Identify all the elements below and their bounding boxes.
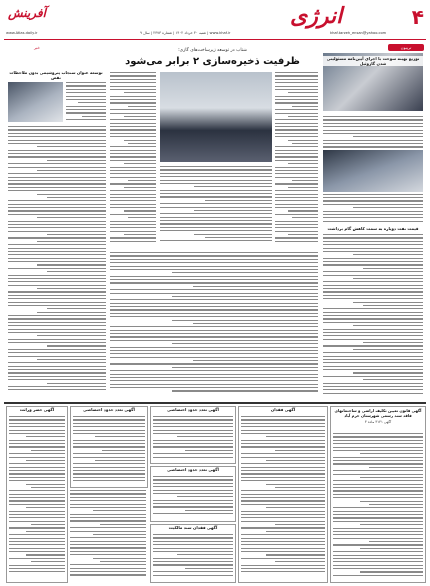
ad-4-text: [153, 476, 233, 518]
left-top-text: [66, 82, 106, 122]
mid-section-title: قیمت نفت دوباره به سمت کاهش گام برداشت: [327, 226, 419, 231]
ads-divider: [4, 402, 426, 404]
ad-2-text: [241, 416, 325, 578]
masthead-rule: [4, 39, 426, 40]
lead-photo: [160, 72, 272, 162]
ad-6-title: آگهی تعدد حدود اختصاصی: [83, 407, 135, 412]
website: www.Atlas.daily.ir: [6, 31, 38, 35]
ad-8-text: [70, 490, 146, 580]
date-line: شنبه ۳۰ خرداد ۱۴۰۲ | شماره ۲۳۷۳ | سال ۹ | www.khaf.ir: [140, 31, 231, 35]
right-brand: آفرینش: [8, 6, 46, 20]
lead-kicker: شتاب در توسعه زیرساخت‌های گازی؛: [178, 48, 247, 53]
ad-1: [330, 406, 426, 583]
ad-7-text: [9, 416, 65, 578]
ad-6: [70, 406, 148, 488]
masthead: [0, 0, 430, 42]
ad-6-text: [73, 416, 145, 484]
ad-5-text: [153, 534, 233, 579]
ad-1-text: [333, 433, 423, 579]
left-top-photo: [8, 82, 63, 122]
ad-3: [150, 406, 236, 464]
lead-text-right: [275, 72, 318, 247]
mid-right-text: [323, 234, 423, 399]
ad-1-sub: آگهی ۳۱۴۱ ماده ۳: [364, 420, 392, 424]
section-tribune: تریبون: [388, 44, 424, 51]
ad-2-title: آگهی فقدان: [270, 407, 296, 412]
ad-1-title: آگهی قانون تعیین تکلیف اراضی و ساختمانهای فاقد سند رسمی شهرستان خرم آباد: [334, 408, 422, 418]
lead-text-left: [110, 72, 156, 247]
ad-5: [150, 524, 236, 583]
email: khaf.tarzeh_ensan@yahoo.com: [330, 31, 387, 35]
ad-2: [238, 406, 328, 583]
ad-3-text: [153, 416, 233, 460]
mid-center-text: [110, 252, 318, 397]
section-news: خبر: [30, 44, 44, 51]
ad-7-title: آگهی حصر وراثت: [19, 407, 55, 412]
logo: انرژی: [290, 4, 343, 29]
lead-text-under: [160, 166, 272, 246]
right-top-title: توزیع بهینه سوخت با اجرای آیین‌نامه مسئولیتی شدن گازوئیل: [323, 56, 423, 66]
ad-4-title: آگهی تعدد حدود اختصاصی: [167, 467, 219, 472]
ad-4: [150, 466, 236, 522]
lead-title: ظرفیت ذخیره‌سازی ۲ برابر می‌شود: [125, 56, 300, 67]
right-mid-photo: [323, 150, 423, 192]
ad-7: [6, 406, 68, 583]
ad-3-title: آگهی تعدد حدود اختصاصی: [167, 407, 219, 412]
left-top-title: توسعه عنوان سنجاب پتروشیمی بدون ملاحظات نقض: [9, 70, 103, 80]
left-col-text: [8, 126, 106, 396]
page-number: ۴: [411, 5, 424, 29]
ad-5-title: آگهی فقدان سند مالکیت: [168, 525, 218, 530]
